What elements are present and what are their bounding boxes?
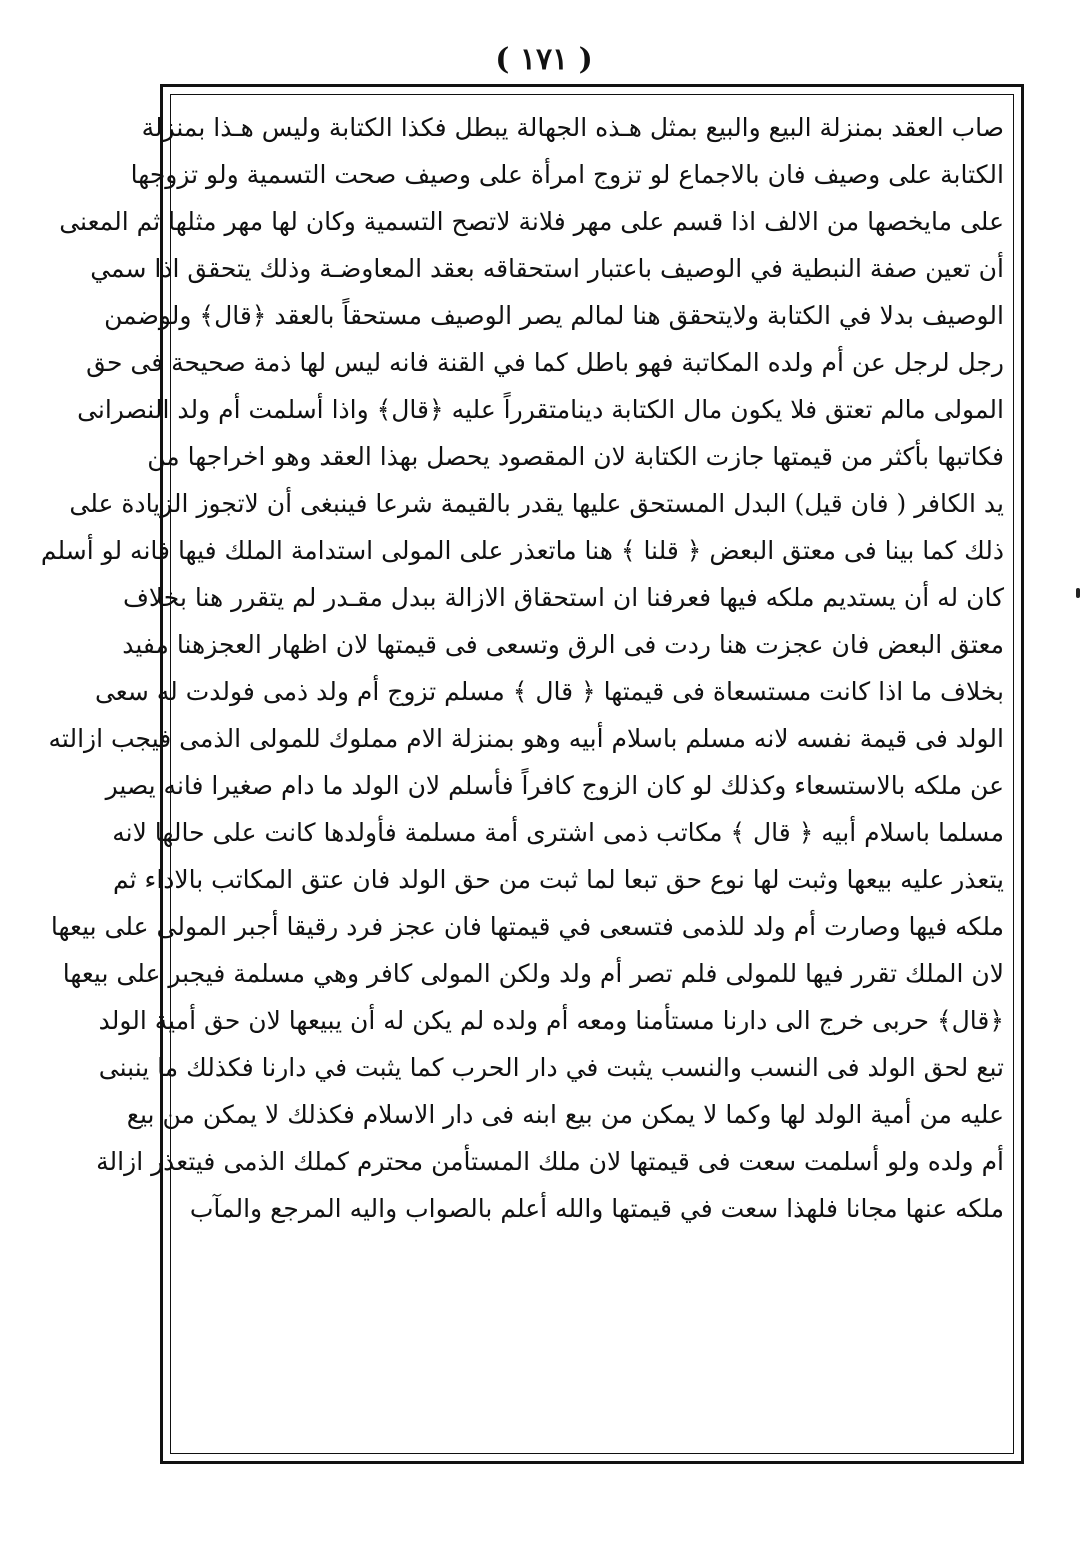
text-line: على مايخصها من الالف اذا قسم على مهر فلانة لاتصح التسمية وكان لها مهر مثلها ثم المعنى <box>59 207 1004 236</box>
text-line: الكتابة على وصيف فان بالاجماع لو تزوج امرأة على وصيف صحت التسمية ولو تزوجها <box>130 160 1004 189</box>
text-line: مسلما باسلام أبيه ﴿ قال ﴾ مكاتب ذمى اشترى أمة مسلمة فأولدها كانت على حالها لانه <box>112 818 1004 847</box>
text-line: صاب العقد بمنزلة البيع والبيع بمثل هـذه الجهالة يبطل فكذا الكتابة وليس هـذا بمنزلة <box>141 113 1004 142</box>
text-line: أم ولده ولو أسلمت سعت فى قيمتها لان ملك المستأمن محترم كملك الذمى فيتعذر ازالة <box>96 1147 1004 1176</box>
text-line: الوصيف بدلا في الكتابة ولايتحقق هنا لمالم يصر الوصيف مستحقاً بالعقد ﴿قال﴾ ولوضمن <box>104 301 1004 330</box>
text-line: ملكه عنها مجانا فلهذا سعت في قيمتها والله أعلم بالصواب واليه المرجع والمآب <box>189 1194 1004 1223</box>
text-line: يتعذر عليه بيعها وثبت لها نوع حق تبعا لما ثبت من حق الولد فان عتق المكاتب بالاداء ثم <box>113 865 1004 894</box>
text-line: ذلك كما بينا فى معتق البعض ﴿ قلنا ﴾ هنا ماتعذر على المولى استدامة الملك فيها فانه لو أسلم <box>40 536 1004 565</box>
text-line: بخلاف ما اذا كانت مستسعاة فى قيمتها ﴿ قال ﴾ مسلم تزوج أم ولد ذمى فولدت له سعى <box>94 677 1004 706</box>
text-line: رجل لرجل عن أم ولده المكاتبة فهو باطل كما في القنة فانه ليس لها ذمة صحيحة فى حق <box>86 348 1004 377</box>
text-line: تبع لحق الولد فى النسب والنسب يثبت في دار الحرب كما يثبت في دارنا فكذلك ما ينبنى <box>98 1053 1004 1082</box>
text-line: المولى مالم تعتق فلا يكون مال الكتابة دينامتقرراً عليه ﴿قال﴾ واذا أسلمت أم ولد النصرانى <box>77 395 1004 424</box>
text-line: ملكه فيها وصارت أم ولد للذمى فتسعى في قيمتها فان عجز فرد رقيقا أجبر المولى على بيعها <box>50 912 1004 941</box>
body-text <box>40 104 1004 1232</box>
text-line: ﴿قال﴾ حربى خرج الى دارنا مستأمنا ومعه أم ولده لم يكن له أن يبيعها لان حق أمية الولد <box>98 1006 1004 1035</box>
text-line: كان له أن يستديم ملكه فيها فعرفنا ان استحقاق الازالة ببدل مقـدر لم يتقرر هنا بخلاف <box>122 583 1004 612</box>
margin-mark <box>1076 588 1080 598</box>
text-line: يد الكافر ( فان قيل) البدل المستحق عليها يقدر بالقيمة شرعا فينبغى أن لاتجوز الزيادة على <box>69 489 1004 518</box>
text-line: عن ملكه بالاستسعاء وكذلك لو كان الزوج كافراً فأسلم لان الولد ما دام صغيرا فانه يصير <box>105 771 1004 800</box>
text-line: عليه من أمية الولد لها وكما لا يمكن من بيع ابنه فى دار الاسلام فكذلك لا يمكن من بيع <box>126 1100 1004 1129</box>
text-line: الولد فى قيمة نفسه لانه مسلم باسلام أبيه وهو بمنزلة الام مملوك للمولى الذمى فيجب ازالته <box>48 724 1004 753</box>
page-number: ( ١٧١ ) <box>495 42 593 77</box>
text-line: أن تعين صفة النبطية في الوصيف باعتبار استحقاقه بعقد المعاوضـة وذلك يتحقق اذا سمي <box>90 254 1004 283</box>
text-line: فكاتبها بأكثر من قيمتها جازت الكتابة لان المقصود يحصل بهذا العقد وهو اخراجها من <box>147 442 1004 471</box>
text-line: لان الملك تقرر فيها للمولى فلم تصر أم ولد ولكن المولى كافر وهي مسلمة فيجبر على بيعها <box>62 959 1004 988</box>
text-line: معتق البعض فان عجزت هنا ردت فى الرق وتسعى فى قيمتها لان اظهار العجزهنا مفيد <box>122 630 1004 659</box>
